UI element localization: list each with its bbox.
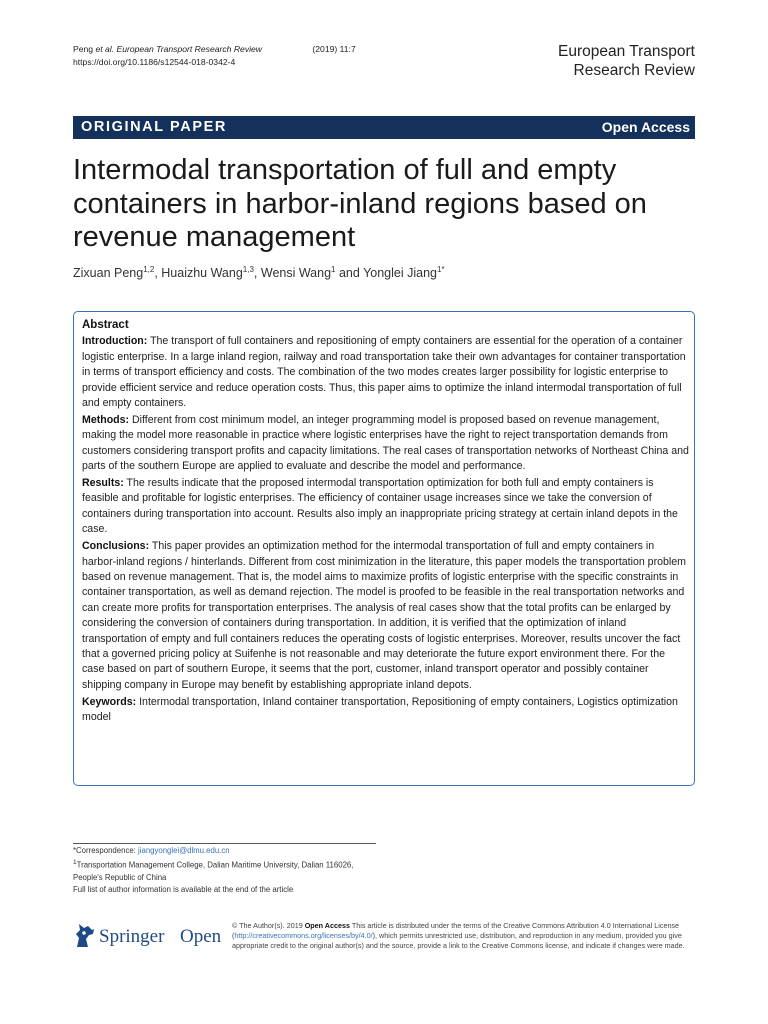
author-name[interactable]: Huaizhu Wang (161, 266, 243, 281)
section-text: The transport of full containers and repositioning of empty containers are essential for the operation of a container logistic enterprise. In a large inland region, railway and road transportation take their own advantages for container transportation in terms of transport efficiency and costs. The combination of the two modes creates larger possibility for logistic enterprise to provide efficient service and reduce operation costs. Thus, this paper aims to optimize the inland intermodal transportation of full and empty containers. (82, 335, 686, 410)
author-affiliation: 1,2 (143, 265, 155, 274)
open-wordmark: Open (180, 926, 222, 947)
springer-horse-icon (73, 921, 97, 949)
author-affiliation: 1* (437, 265, 445, 274)
section-text: The results indicate that the proposed intermodal transportation optimization for both full and empty containers is feasible and profitable for logistic enterprises. The efficiency of container usage increases since we take the conversion of containers during transportation into account. Results also imply an inappropriate pricing strategy at certain inland depots in the case. (82, 477, 678, 536)
correspondence-email-link[interactable]: jiangyonglei@dlmu.edu.cn (138, 846, 230, 855)
abstract-introduction (82, 334, 690, 411)
affiliation-note (73, 857, 383, 884)
footnotes (73, 845, 383, 896)
license-link[interactable]: http://creativecommons.org/licenses/by/4.0/ (234, 931, 373, 941)
author-separator: , (154, 266, 162, 281)
citation-line (73, 43, 356, 56)
journal-name-line1: European Transport (557, 43, 695, 60)
springer-wordmark: Springer (99, 926, 165, 947)
section-label: Results: (82, 477, 124, 490)
license-statement (232, 921, 698, 952)
author-name[interactable]: Yonglei Jiang (363, 266, 437, 281)
abstract-heading: Abstract (82, 319, 129, 331)
correspondence-label: *Correspondence: (73, 846, 139, 855)
affiliation-text: Transportation Management College, Dalian Maritime University, Dalian 116026, People's Republic of China (73, 860, 354, 882)
journal-name (558, 42, 695, 80)
author-separator: , (253, 266, 261, 281)
author-affiliation: 1 (331, 265, 336, 274)
abstract-methods (82, 413, 690, 475)
affiliation-marker: 1 (73, 859, 77, 866)
author-affiliation: 1,3 (242, 265, 254, 274)
full-author-info-note: Full list of author information is available at the end of the article (73, 884, 294, 894)
open-access-bold: Open Access (304, 921, 350, 930)
abstract-conclusions (82, 539, 690, 693)
abstract-results (82, 476, 690, 538)
article-type-banner (73, 116, 695, 139)
section-label: Keywords: (82, 695, 137, 708)
journal-name-line2: Research Review (573, 62, 695, 79)
author-name[interactable]: Wensi Wang (260, 266, 332, 281)
section-label: Methods: (82, 413, 130, 426)
paper-title: Intermodal transportation of full and empty containers in harbor-inland regions based on revenue management (73, 154, 647, 253)
section-label: Introduction: (82, 335, 148, 348)
author-separator: and (335, 266, 364, 281)
section-text: Intermodal transportation, Inland container transportation, Repositioning of empty containers, Logistics optimization model (82, 695, 678, 724)
open-access-label: Open Access (601, 119, 690, 135)
abstract-keywords (82, 695, 690, 726)
running-header (73, 43, 356, 69)
correspondence (73, 845, 383, 857)
article-type-label: ORIGINAL PAPER (81, 119, 227, 135)
abstract (82, 318, 690, 727)
section-text: Different from cost minimum model, an integer programming model is proposed based on revenue management, making the model more reasonable in practice where logistic enterprises have the right to reject transportation demands from customers considering transport profits and capacity limitations. The real cases of transportation networks of Northeast China and parts of the southern Europe are applied to evaluate and describe the model and performance. (82, 413, 689, 473)
header-author: Peng (73, 44, 94, 54)
license-text-2: ), which permits unrestricted use, distribution, and reproduction in any medium, provided you give appropriate credit to the original author(s) and the source, provide a link to the Creative Commons license, and indicate if changes were made. (232, 931, 685, 951)
author-list (73, 265, 445, 280)
section-label: Conclusions: (82, 540, 150, 553)
license-text-1: This article is distributed under the terms of the Creative Commons Attribution 4.0 International License ( (232, 921, 680, 941)
footnote-divider (73, 843, 376, 844)
author-name[interactable]: Zixuan Peng (73, 266, 144, 281)
doi-link[interactable]: https://doi.org/10.1186/s12544-018-0342-4 (73, 57, 236, 67)
copyright-text: © The Author(s). 2019 (232, 921, 305, 930)
header-journal: et al. European Transport Research Review (95, 44, 263, 54)
header-year-volume: (2019) 11:7 (312, 44, 356, 54)
section-text: This paper provides an optimization method for the intermodal transportation of full and empty containers in harbor-inland regions / hinterlands. Different from cost minimization in the literature, this paper models the transportation problem based on revenue management. That is, the model aims to maximize profits of logistic enterprise with the specific constraints in container transportation, as well as demand rejection. The model is proofed to be feasible in the real transportation networks and can create more profits for transportation enterprises. The analysis of real cases show that the total profits can be enlarged by considering the conversion of containers during transportation. In addition, it is verified that the optimization of inland transportation of empty and full containers reduces the operating costs of logistic enterprises. Moreover, results uncover the fact that a governed pricing policy at Suifenhe is not reasonable and may deteriorate the future export environment there. For the case based on part of southern Europe, it seems that the port, customer, inland transport operator and possibly container shipping company in Europe may benefit by establishing appropriate inland depots. (82, 540, 686, 691)
springer-open-logo (73, 921, 223, 951)
